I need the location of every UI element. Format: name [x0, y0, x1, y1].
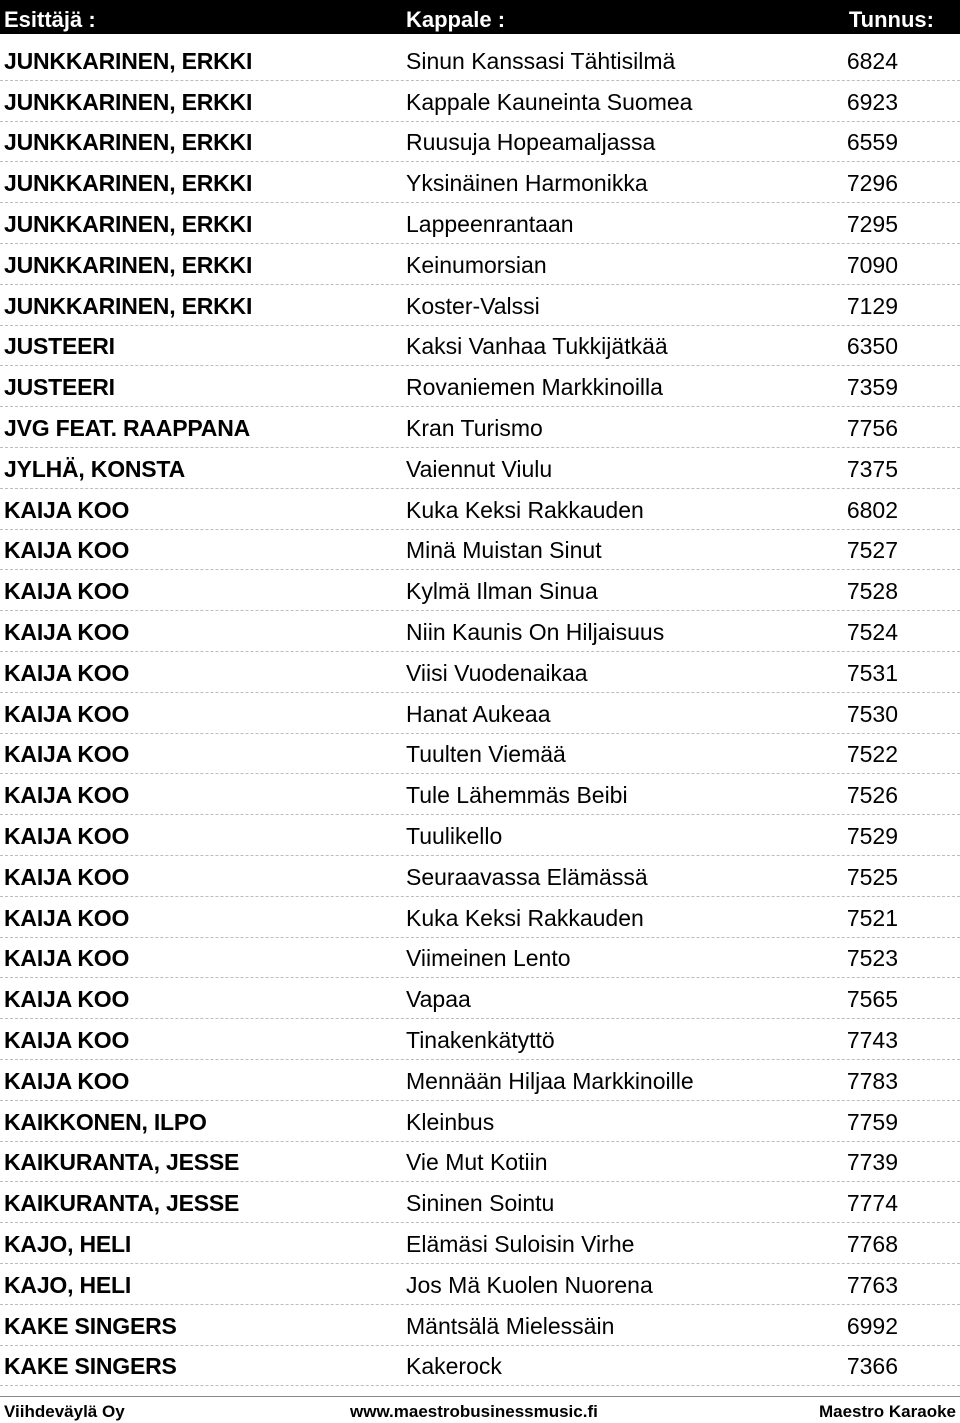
song-cell: Kuka Keksi Rakkauden [406, 904, 644, 931]
artist-cell: KAIJA KOO [4, 986, 130, 1013]
code-cell: 7783 [846, 1067, 898, 1094]
code-cell: 7527 [846, 537, 898, 564]
code-cell: 7565 [846, 986, 898, 1013]
artist-cell: KAIJA KOO [4, 578, 130, 605]
code-cell: 7759 [846, 1108, 898, 1135]
song-cell: Elämäsi Suloisin Virhe [406, 1230, 635, 1257]
table-row [0, 1060, 960, 1101]
code-cell: 7090 [846, 251, 898, 278]
song-cell: Kylmä Ilman Sinua [406, 578, 598, 605]
footer-brand: Maestro Karaoke [818, 1402, 956, 1421]
song-cell: Viimeinen Lento [406, 945, 571, 972]
table-row [0, 162, 960, 203]
song-cell: Seuraavassa Elämässä [406, 863, 648, 890]
artist-cell: KAIJA KOO [4, 659, 130, 686]
table-row [0, 285, 960, 326]
code-cell: 7739 [846, 1149, 898, 1176]
artist-cell: KAIJA KOO [4, 1067, 130, 1094]
code-cell: 7524 [846, 618, 898, 645]
song-cell: Tule Lähemmäs Beibi [406, 782, 628, 809]
table-row [0, 326, 960, 367]
code-cell: 6559 [846, 129, 898, 156]
table-row [0, 203, 960, 244]
table-row [0, 1305, 960, 1346]
artist-cell: KAIJA KOO [4, 1026, 130, 1053]
code-cell: 7523 [846, 945, 898, 972]
song-cell: Hanat Aukeaa [406, 700, 551, 727]
table-row [0, 1264, 960, 1305]
code-cell: 7530 [846, 700, 898, 727]
code-cell: 6923 [846, 88, 898, 115]
table-row [0, 897, 960, 938]
artist-cell: KAKE SINGERS [4, 1312, 177, 1339]
artist-cell: KAIKKONEN, ILPO [4, 1108, 207, 1135]
code-cell: 7375 [846, 455, 898, 482]
song-cell: Mennään Hiljaa Markkinoille [406, 1067, 694, 1094]
table-row [0, 815, 960, 856]
table-row [0, 122, 960, 163]
song-cell: Kakerock [406, 1353, 502, 1380]
artist-cell: JUNKKARINEN, ERKKI [4, 129, 253, 156]
artist-cell: JUNKKARINEN, ERKKI [4, 170, 253, 197]
artist-cell: JVG FEAT. RAAPPANA [4, 414, 251, 441]
artist-cell: JUNKKARINEN, ERKKI [4, 251, 253, 278]
table-row [0, 244, 960, 285]
code-cell: 7359 [846, 374, 898, 401]
artist-column-header: Esittäjä : [4, 7, 96, 32]
code-cell: 6802 [846, 496, 898, 523]
song-cell: Ruusuja Hopeamaljassa [406, 129, 656, 156]
code-cell: 7366 [846, 1353, 898, 1380]
table-row [0, 407, 960, 448]
code-cell: 7774 [846, 1190, 898, 1217]
artist-cell: JYLHÄ, KONSTA [4, 455, 185, 482]
song-cell: Mäntsälä Mielessäin [406, 1312, 615, 1339]
song-cell: Minä Muistan Sinut [406, 537, 602, 564]
table-row [0, 81, 960, 122]
artist-cell: KAIJA KOO [4, 618, 130, 645]
artist-cell: JUSTEERI [4, 333, 115, 360]
song-cell: Kran Turismo [406, 414, 543, 441]
artist-cell: JUNKKARINEN, ERKKI [4, 47, 253, 74]
artist-cell: KAIJA KOO [4, 863, 130, 890]
code-cell: 7763 [846, 1271, 898, 1298]
code-cell: 7129 [846, 292, 898, 319]
song-cell: Tuulten Viemää [406, 741, 566, 768]
artist-cell: KAIKURANTA, JESSE [4, 1149, 240, 1176]
song-cell: Sinun Kanssasi Tähtisilmä [406, 47, 676, 74]
artist-cell: JUNKKARINEN, ERKKI [4, 88, 253, 115]
table-row [0, 1101, 960, 1142]
code-cell: 7768 [846, 1230, 898, 1257]
artist-cell: KAJO, HELI [4, 1271, 132, 1298]
artist-cell: JUNKKARINEN, ERKKI [4, 210, 253, 237]
song-cell: Lappeenrantaan [406, 210, 574, 237]
code-cell: 7529 [846, 822, 898, 849]
table-row [0, 448, 960, 489]
song-cell: Keinumorsian [406, 251, 547, 278]
song-cell: Viisi Vuodenaikaa [406, 659, 588, 686]
song-cell: Vapaa [406, 986, 471, 1013]
code-cell: 7521 [846, 904, 898, 931]
code-cell: 7296 [846, 170, 898, 197]
song-cell: Vie Mut Kotiin [406, 1149, 548, 1176]
artist-cell: KAIJA KOO [4, 822, 130, 849]
artist-cell: KAIKURANTA, JESSE [4, 1190, 240, 1217]
table-header [0, 0, 960, 34]
table-row [0, 611, 960, 652]
code-cell: 6824 [846, 47, 898, 74]
table-row [0, 570, 960, 611]
page-footer [0, 1396, 960, 1423]
song-cell: Kappale Kauneinta Suomea [406, 88, 693, 115]
code-cell: 6992 [846, 1312, 898, 1339]
code-cell: 7525 [846, 863, 898, 890]
table-row [0, 1019, 960, 1060]
table-row [0, 652, 960, 693]
code-column-header: Tunnus: [848, 7, 934, 32]
song-cell: Rovaniemen Markkinoilla [406, 374, 663, 401]
footer-website: www.maestrobusinessmusic.fi [350, 1402, 598, 1421]
artist-cell: KAIJA KOO [4, 700, 130, 727]
song-cell: Yksinäinen Harmonikka [406, 170, 648, 197]
artist-cell: KAIJA KOO [4, 945, 130, 972]
code-cell: 7756 [846, 414, 898, 441]
artist-cell: KAKE SINGERS [4, 1353, 177, 1380]
code-cell: 7531 [846, 659, 898, 686]
artist-cell: KAIJA KOO [4, 782, 130, 809]
song-cell: Tinakenkätyttö [406, 1026, 555, 1053]
song-cell: Kaksi Vanhaa Tukkijätkää [406, 333, 668, 360]
table-row [0, 1223, 960, 1264]
table-row [0, 978, 960, 1019]
table-row [0, 366, 960, 407]
song-column-header: Kappale : [406, 7, 506, 32]
table-row [0, 1142, 960, 1183]
artist-cell: JUNKKARINEN, ERKKI [4, 292, 253, 319]
song-list [0, 40, 960, 1386]
table-row [0, 734, 960, 775]
artist-cell: JUSTEERI [4, 374, 115, 401]
artist-cell: KAIJA KOO [4, 537, 130, 564]
code-cell: 6350 [846, 333, 898, 360]
table-row [0, 856, 960, 897]
song-cell: Niin Kaunis On Hiljaisuus [406, 618, 665, 645]
song-cell: Tuulikello [406, 822, 503, 849]
code-cell: 7743 [846, 1026, 898, 1053]
song-cell: Kuka Keksi Rakkauden [406, 496, 644, 523]
song-cell: Sininen Sointu [406, 1190, 555, 1217]
table-row [0, 530, 960, 571]
code-cell: 7295 [846, 210, 898, 237]
song-cell: Vaiennut Viulu [406, 455, 553, 482]
footer-company: Viihdeväylä Oy [4, 1402, 125, 1421]
table-row [0, 938, 960, 979]
song-cell: Koster-Valssi [406, 292, 540, 319]
artist-cell: KAIJA KOO [4, 496, 130, 523]
code-cell: 7528 [846, 578, 898, 605]
song-cell: Kleinbus [406, 1108, 495, 1135]
artist-cell: KAIJA KOO [4, 741, 130, 768]
table-row [0, 774, 960, 815]
table-row [0, 489, 960, 530]
table-row [0, 1182, 960, 1223]
table-row [0, 693, 960, 734]
artist-cell: KAIJA KOO [4, 904, 130, 931]
code-cell: 7522 [846, 741, 898, 768]
table-row [0, 1346, 960, 1387]
artist-cell: KAJO, HELI [4, 1230, 132, 1257]
song-cell: Jos Mä Kuolen Nuorena [406, 1271, 653, 1298]
code-cell: 7526 [846, 782, 898, 809]
table-row [0, 40, 960, 81]
